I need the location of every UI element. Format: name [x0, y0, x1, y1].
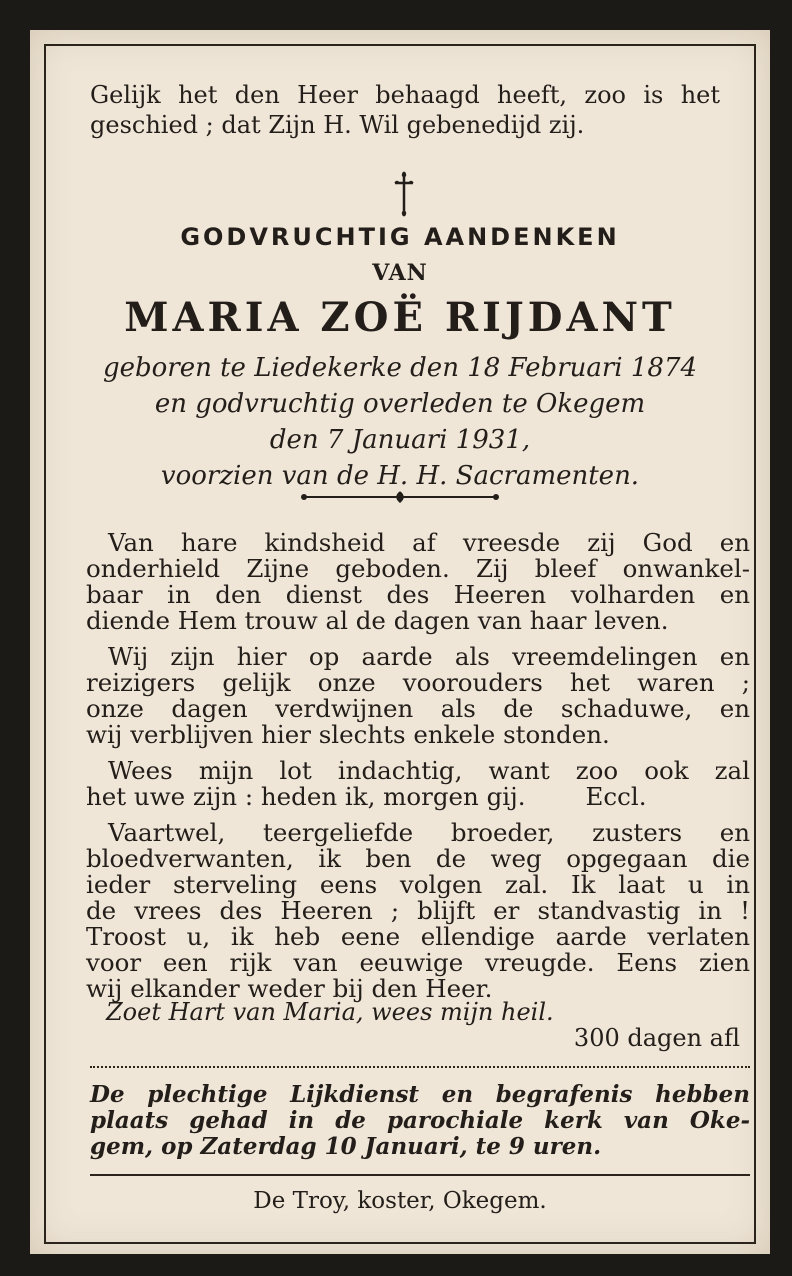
funeral-line-1: De plechtige Lijkdienst en begrafenis hebben: [90, 1081, 750, 1108]
intro-verse: [90, 80, 720, 140]
intro-line-2: geschied ; dat Zijn H. Wil gebenedijd zij.: [90, 111, 585, 139]
paragraph: [86, 758, 750, 810]
prayer-line: Zoet Hart van Maria, wees mijn heil.: [106, 998, 554, 1026]
death-date: den 7 Januari 1931,: [269, 425, 531, 455]
paragraph-line: wij elkander weder bij den Heer.: [86, 974, 493, 1003]
paragraph-line-text: het uwe zijn : heden ik, morgen gij.: [86, 782, 526, 811]
ornamental-divider: [300, 490, 500, 504]
sacraments-line: voorzien van de H. H. Sacramenten.: [160, 461, 640, 491]
paragraph-line: bloedverwanten, ik ben de weg opgegaan die: [86, 844, 750, 873]
paragraph: [86, 820, 750, 1002]
birth-line: geboren te Liedekerke den 18 Februari 1874: [102, 353, 698, 383]
paragraph-line: baar in den dienst des Heeren volharden en: [86, 580, 750, 609]
paragraph-line: voor een rijk van eeuwige vreugde. Eens zien: [86, 948, 750, 977]
scripture-source: Eccl.: [585, 782, 647, 811]
memorial-card: [30, 30, 770, 1254]
deceased-name: MARIA ZOË RIJDANT: [124, 294, 676, 341]
printer-credit: De Troy, koster, Okegem.: [253, 1188, 547, 1214]
paragraph-line: onderhield Zijne geboden. Zij bleef onwankel-: [86, 554, 750, 583]
birth-death-details: [70, 350, 730, 494]
body-text: [86, 530, 750, 1002]
paragraph: [86, 530, 750, 634]
paragraph-line: [86, 784, 750, 810]
paragraph-line: de vrees des Heeren ; blijft er standvastig in !: [86, 896, 750, 925]
van-heading: VAN: [372, 260, 428, 286]
intro-line-1: Gelijk het den Heer behaagd heeft, zoo is het: [90, 81, 720, 109]
funeral-line-2: plaats gehad in de parochiale kerk van Oke-: [90, 1107, 750, 1134]
paragraph-line: Troost u, ik heb eene ellendige aarde verlaten: [86, 922, 750, 951]
paragraph-line: onze dagen verdwijnen als de schaduwe, en: [86, 694, 750, 723]
paragraph-line: reizigers gelijk onze voorouders het waren ;: [86, 668, 750, 697]
funeral-line-3: gem, op Zaterdag 10 Januari, te 9 uren.: [90, 1133, 602, 1160]
paragraph-line: Van hare kindsheid af vreesde zij God en: [108, 528, 750, 557]
paragraph-line: ieder sterveling eens volgen zal. Ik laat u in: [86, 870, 750, 899]
death-line: en godvruchtig overleden te Okegem: [154, 389, 646, 419]
paragraph: [86, 644, 750, 748]
cross-icon: [392, 170, 416, 218]
solid-divider: [90, 1174, 750, 1176]
dotted-divider: [90, 1066, 750, 1068]
paragraph-line: Wij zijn hier op aarde als vreemdelingen en: [108, 642, 750, 671]
memorial-heading: GODVRUCHTIG AANDENKEN: [180, 223, 620, 251]
paragraph-line: diende Hem trouw al de dagen van haar leven.: [86, 606, 669, 635]
paragraph-line: wij verblijven hier slechts enkele stonden.: [86, 720, 610, 749]
indulgence-note: 300 dagen afl: [573, 1024, 740, 1052]
paragraph-line: Vaartwel, teergeliefde broeder, zusters en: [108, 818, 750, 847]
paragraph-line: Wees mijn lot indachtig, want zoo ook zal: [108, 756, 750, 785]
funeral-notice: [90, 1082, 750, 1160]
